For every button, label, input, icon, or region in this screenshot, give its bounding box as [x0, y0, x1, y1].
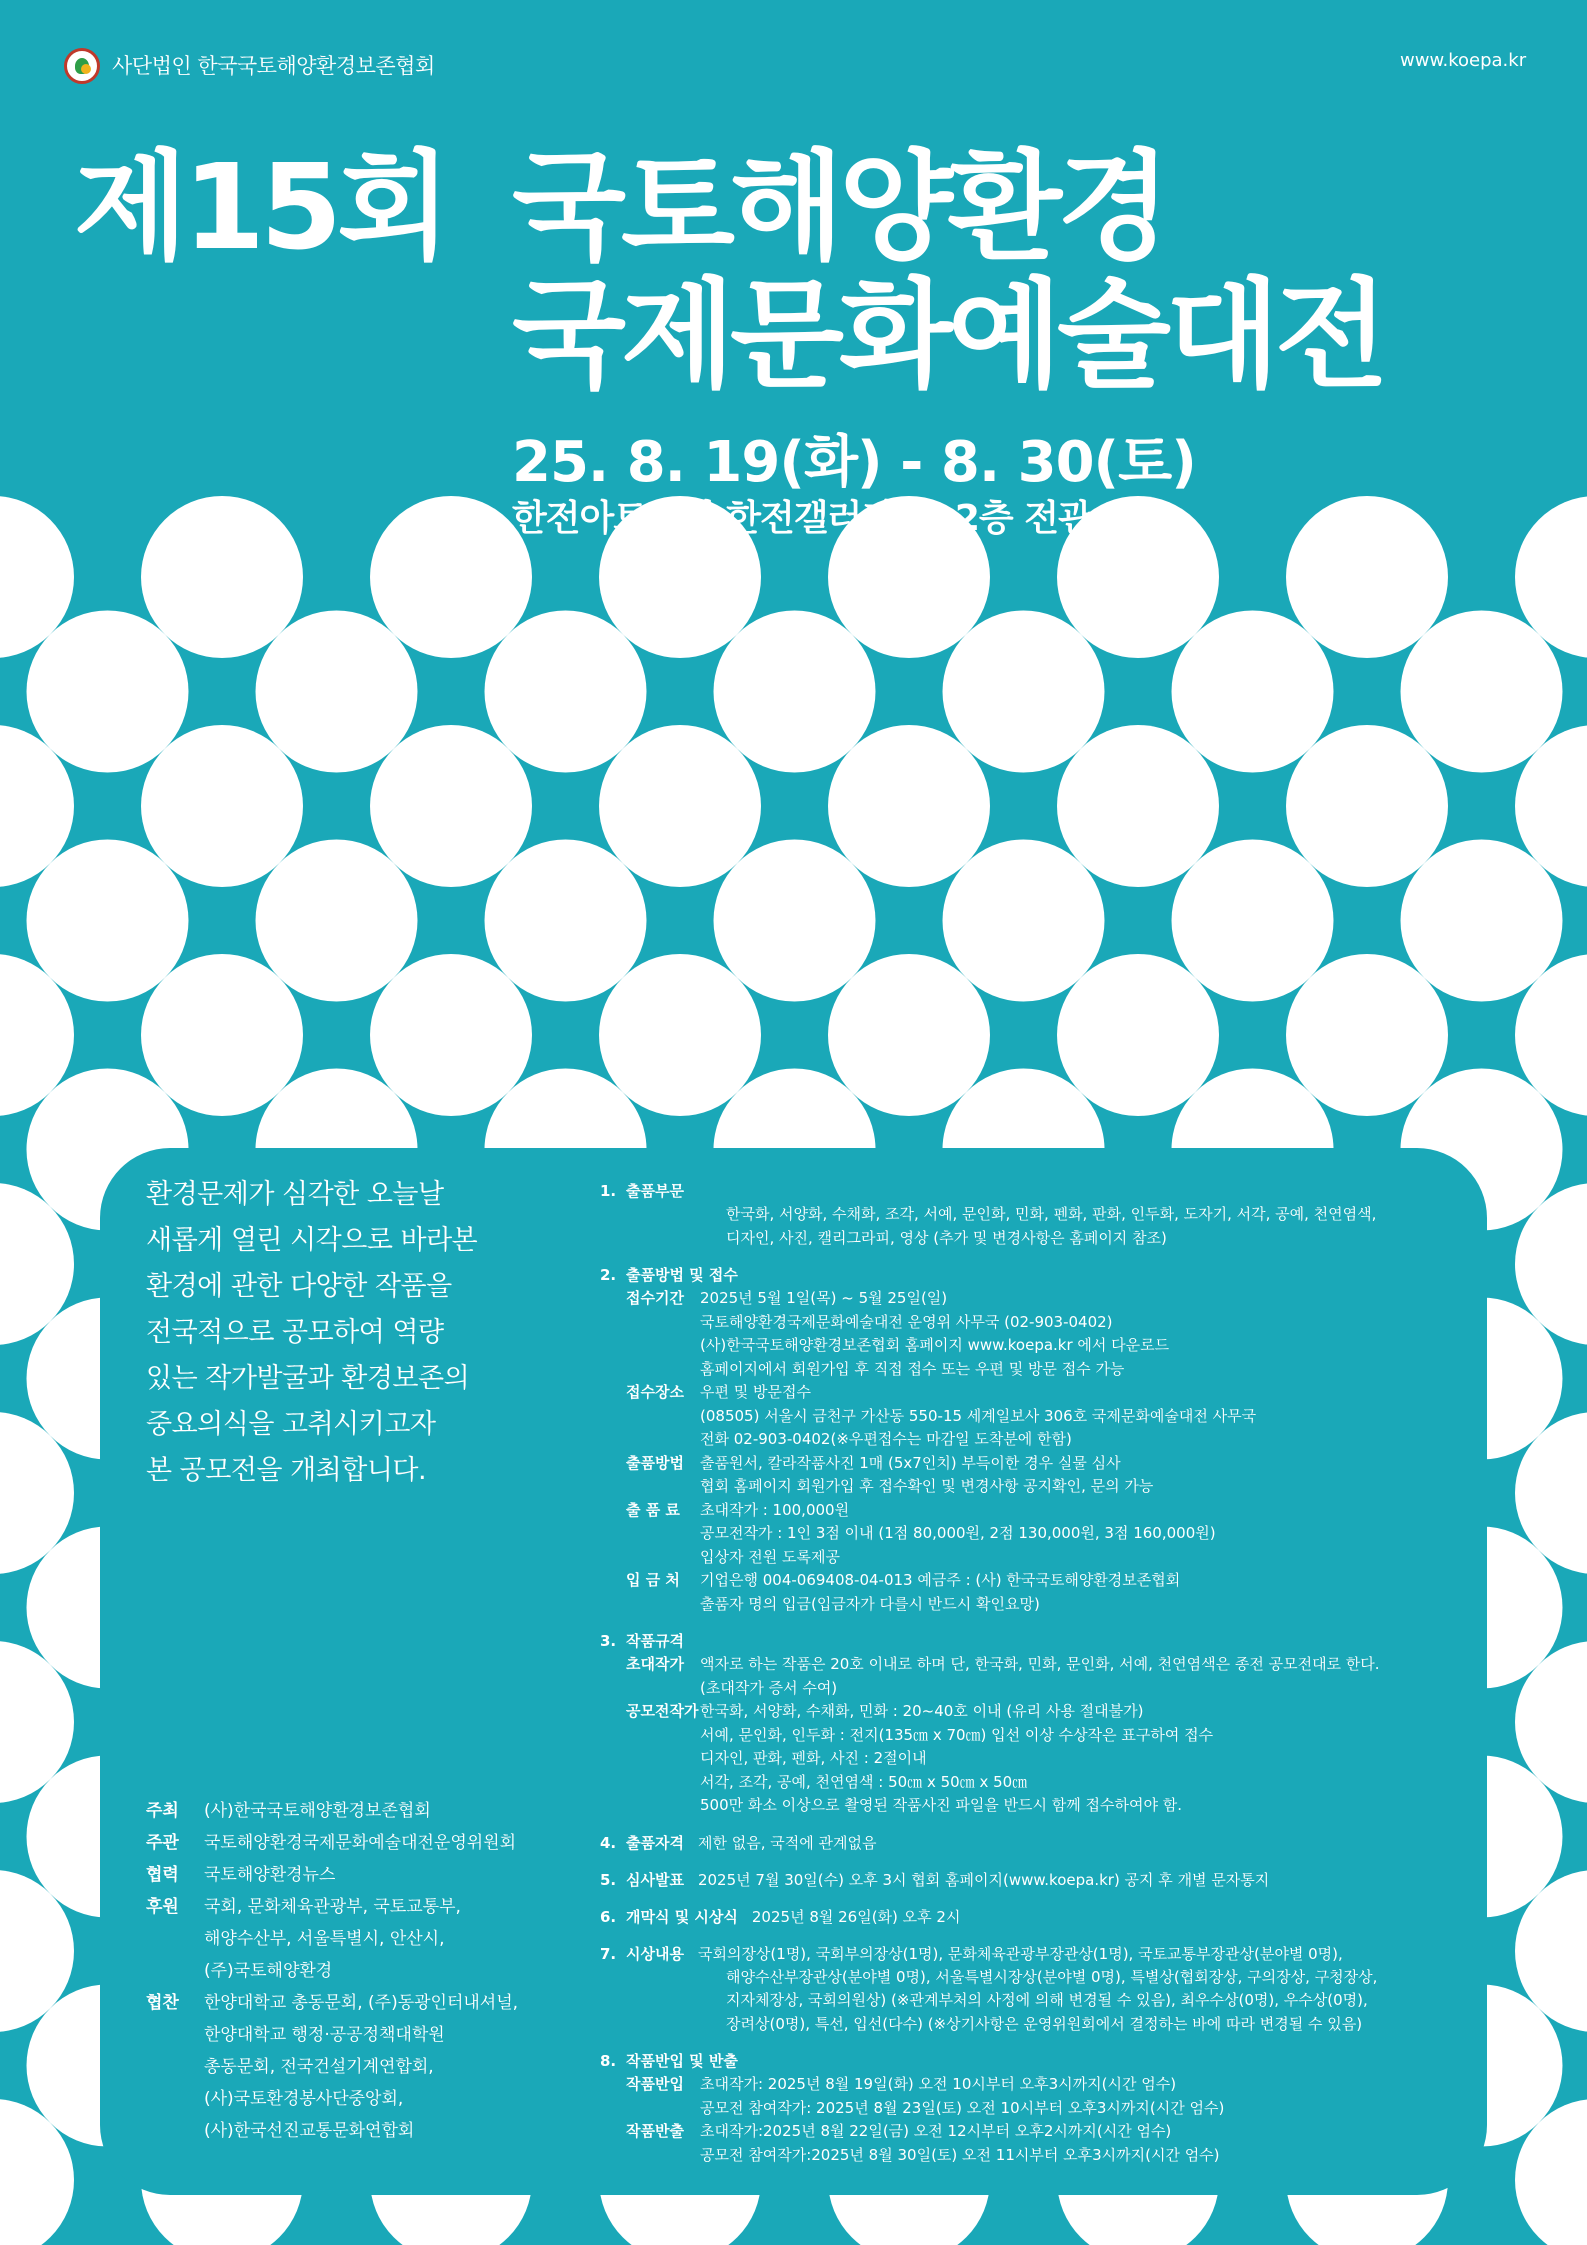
info-row-key: 작품반출: [626, 2122, 684, 2140]
pattern-circle: [714, 840, 876, 1002]
pattern-circle: [256, 840, 418, 1002]
info-section: [600, 1906, 1480, 1929]
info-row-key: [600, 1966, 726, 2037]
pattern-circle: [1401, 611, 1563, 773]
info-section: [600, 1832, 1480, 1855]
pattern-circle: [599, 954, 761, 1116]
info-line: 공모전 참여작가:2025년 8월 30일(토) 오전 11시부터 오후3시까지(시간 엄수): [700, 2145, 1220, 2164]
section-number: 8.: [600, 2052, 617, 2070]
info-line: 해양수산부장관상(분야별 0명), 서울특별시장상(분야별 0명), 특별상(협회장상, 구의장상, 구청장상,: [726, 1967, 1378, 1986]
credit-values: [204, 1795, 431, 1827]
section-number: 1.: [600, 1182, 617, 1200]
section-title: 작품규격: [626, 1632, 684, 1650]
info-line: 입상자 전원 도록제공: [700, 1547, 840, 1566]
intro-line: 환경문제가 심각한 오늘날: [146, 1179, 444, 1210]
pattern-circle: [1172, 840, 1334, 1002]
intro-line: 본 공모전을 개최합니다.: [146, 1455, 427, 1486]
credit-role: 협력: [146, 1865, 179, 1885]
info-row: [600, 1452, 1480, 1499]
info-line: 초대작가:2025년 8월 22일(금) 오전 12시부터 오후2시까지(시간 엄수): [700, 2122, 1172, 2140]
credit-row: [146, 1891, 518, 1987]
info-row: [600, 1966, 1480, 2037]
section-heading: [600, 1906, 1480, 1929]
pattern-circle: [141, 954, 303, 1116]
info-line: 지자체장상, 국회의원상) (※관계부처의 사정에 의해 변경될 수 있음), 최우수상(0명), 우수상(0명),: [726, 1991, 1368, 2009]
info-line: (사)한국국토해양환경보존협회 홈페이지 www.koepa.kr 에서 다운로드: [700, 1336, 1170, 1354]
credit-line: 한양대학교 행정·공공정책대학원: [204, 2025, 445, 2045]
info-row: [600, 1381, 1480, 1452]
credit-line: 국토해양환경뉴스: [204, 1865, 336, 1885]
info-line: 서각, 조각, 공예, 천연염색 : 50㎝ x 50㎝ x 50㎝: [700, 1772, 1028, 1791]
info-row: [600, 1203, 1480, 1250]
intro-paragraph: [146, 1172, 526, 1494]
section-inline-value: 제한 없음, 국적에 관계없음: [697, 1833, 877, 1852]
info-line: 출품자 명의 입금(입금자가 다를시 반드시 확인요망): [700, 1594, 1040, 1613]
info-line: 한국화, 서양화, 수채화, 민화 : 20~40호 이내 (유리 사용 절대불가): [700, 1702, 1144, 1720]
section-title: 작품반입 및 반출: [626, 2052, 738, 2070]
title-line-1: 국토해양환경: [512, 138, 1166, 276]
info-line: 공모전작가 : 1인 3점 이내 (1점 80,000원, 2점 130,000원, 3점 160,000원): [700, 1524, 1216, 1542]
info-row-key: 접수기간: [626, 1289, 684, 1307]
pattern-circle: [943, 611, 1105, 773]
section-number: 2.: [600, 1266, 617, 1284]
info-row-values: [700, 1653, 1480, 1700]
info-row-key: 입 금 처: [626, 1571, 680, 1589]
credit-line: 총동문회, 전국건설기계연합회,: [204, 2057, 434, 2077]
section-number: 5.: [600, 1870, 617, 1889]
section-heading: [600, 1264, 1480, 1287]
info-row: [600, 1653, 1480, 1700]
info-row-values: [700, 1569, 1480, 1616]
website-link[interactable]: www.koepa.kr: [1400, 50, 1527, 71]
section-heading: [600, 1832, 1480, 1855]
pattern-circle: [943, 840, 1105, 1002]
credit-row: [146, 1859, 518, 1891]
info-section: [600, 2050, 1480, 2167]
info-line: 우편 및 방문접수: [700, 1383, 811, 1401]
info-row: [600, 1287, 1480, 1381]
info-line: 장려상(0명), 특선, 입선(다수) (※상기사항은 운영위원회에서 결정하는 바에 따라 변경될 수 있음): [726, 2014, 1363, 2033]
info-row-key: 작품반입: [626, 2075, 684, 2093]
credit-values: [204, 1859, 335, 1891]
credit-row: [146, 1827, 518, 1859]
credit-line: 국회, 문화체육관광부, 국토교통부,: [204, 1897, 461, 1917]
info-line: 디자인, 판화, 펜화, 사진 : 2절이내: [700, 1749, 927, 1767]
info-section: [600, 1869, 1480, 1892]
pattern-circle: [599, 725, 761, 887]
section-title: 심사발표: [626, 1870, 684, 1889]
section-inline-value: 국회의장상(1명), 국회부의장상(1명), 문화체육관광부장관상(1명), 국토교통부장관상(분야별 0명),: [697, 1944, 1343, 1963]
info-row-key: 출품방법: [626, 1453, 684, 1472]
credit-role: 주관: [146, 1833, 179, 1853]
section-title: 시상내용: [626, 1944, 684, 1963]
intro-line: 있는 작가발굴과 환경보존의: [146, 1363, 470, 1394]
info-row-values: [700, 1452, 1480, 1499]
pattern-circle: [1286, 725, 1448, 887]
info-section: [600, 1630, 1480, 1818]
credit-line: (사)한국국토해양환경보존협회: [204, 1801, 431, 1821]
pattern-circle: [27, 840, 189, 1002]
credit-line: 해양수산부, 서울특별시, 안산시,: [204, 1929, 445, 1949]
info-line: (08505) 서울시 금천구 가산동 550-15 세계일보사 306호 국제문화예술대전 사무국: [700, 1406, 1257, 1425]
section-heading: [600, 1180, 1480, 1203]
info-line: 공모전 참여작가: 2025년 8월 23일(토) 오전 10시부터 오후3시까지(시간 엄수): [700, 2098, 1225, 2117]
info-line: 협회 홈페이지 회원가입 후 접수확인 및 변경사항 공지확인, 문의 가능: [700, 1477, 1154, 1495]
info-line: 서예, 문인화, 인두화 : 전지(135㎝ x 70㎝) 입선 이상 수상작은 표구하여 접수: [700, 1725, 1214, 1744]
info-row-key: 접수장소: [626, 1383, 684, 1401]
organization-name: 사단법인 한국국토해양환경보존협회: [112, 54, 435, 78]
edition-title: 제15회: [74, 138, 447, 276]
section-number: 4.: [600, 1833, 617, 1852]
entry-guidelines: [600, 1180, 1480, 2181]
title-line-2: 국제문화예술대전: [512, 266, 1384, 404]
info-line: (초대작가 증서 수여): [700, 1678, 838, 1697]
intro-line: 중요의식을 고취시키고자: [146, 1409, 436, 1440]
section-heading: [600, 1869, 1480, 1892]
info-row-key: 초대작가: [626, 1655, 684, 1673]
credit-values: [204, 1827, 516, 1859]
pattern-circle: [27, 611, 189, 773]
info-row-values: [700, 1381, 1480, 1452]
info-section: [600, 1943, 1480, 2037]
pattern-circle: [485, 611, 647, 773]
info-row-values: [700, 1700, 1480, 1818]
info-row-key: 공모전작가: [626, 1702, 699, 1720]
section-title: 출품방법 및 접수: [626, 1266, 738, 1284]
section-number: 7.: [600, 1944, 617, 1963]
pattern-circle: [1286, 954, 1448, 1116]
section-heading: [600, 1630, 1480, 1653]
info-row: [600, 1499, 1480, 1570]
credit-role: 협찬: [146, 1993, 179, 2013]
exhibition-venue: 한전아트센터 한전갤러리 1, 2층 전관: [512, 498, 1092, 539]
pattern-circle: [256, 611, 418, 773]
section-inline-value: 2025년 7월 30일(수) 오후 3시 협회 홈페이지(www.koepa.kr) 공지 후 개별 문자통지: [697, 1870, 1270, 1889]
credit-row: [146, 1987, 518, 2147]
info-line: 초대작가: 2025년 8월 19일(화) 오전 10시부터 오후3시까지(시간 엄수): [700, 2075, 1177, 2093]
info-line: 디자인, 사진, 캘리그라피, 영상 (추가 및 변경사항은 홈페이지 참조): [726, 1228, 1167, 1247]
section-title: 개막식 및 시상식: [626, 1907, 738, 1926]
info-section: [600, 1180, 1480, 1250]
credit-line: (주)국토해양환경: [204, 1961, 333, 1981]
intro-line: 새롭게 열린 시각으로 바라본: [146, 1225, 478, 1256]
credit-line: (사)한국선진교통문화연합회: [204, 2121, 415, 2141]
pattern-circle: [370, 496, 532, 658]
credit-values: [204, 1987, 518, 2147]
info-row: [600, 2120, 1480, 2167]
info-line: 500만 화소 이상으로 촬영된 작품사진 파일을 반드시 함께 접수하여야 함.: [700, 1796, 1183, 1814]
pattern-circle: [370, 725, 532, 887]
info-row-values: [700, 2073, 1480, 2120]
pattern-circle: [141, 496, 303, 658]
pattern-circle: [1057, 725, 1219, 887]
info-row-values: [700, 1499, 1480, 1570]
credit-row: [146, 1795, 518, 1827]
pattern-circle: [141, 725, 303, 887]
association-logo: [64, 48, 100, 84]
info-row-values: [726, 1966, 1480, 2037]
info-row: [600, 1569, 1480, 1616]
info-line: 기업은행 004-069408-04-013 예금주 : (사) 한국국토해양환경보존협회: [700, 1571, 1181, 1589]
info-row-values: [700, 2120, 1480, 2167]
pattern-circle: [714, 611, 876, 773]
section-number: 6.: [600, 1907, 617, 1926]
info-line: 2025년 5월 1일(목) ~ 5월 25일(일): [700, 1289, 948, 1307]
credit-line: 한양대학교 총동문회, (주)동광인터내셔널,: [204, 1993, 519, 2013]
pattern-circle: [1286, 496, 1448, 658]
intro-line: 전국적으로 공모하여 역량: [146, 1317, 444, 1348]
info-row: [600, 1700, 1480, 1818]
pattern-circle: [1172, 611, 1334, 773]
info-line: 전화 02-903-0402(※우편접수는 마감일 도착분에 한함): [700, 1430, 1072, 1448]
pattern-circle: [485, 840, 647, 1002]
pattern-circle: [1401, 840, 1563, 1002]
info-row-values: [700, 1287, 1480, 1381]
credits-list: [146, 1795, 518, 2147]
credit-line: (사)국토환경봉사단중앙회,: [204, 2089, 404, 2109]
info-line: 액자로 하는 작품은 20호 이내로 하며 단, 한국화, 민화, 문인화, 서예, 천연염색은 종전 공모전대로 한다.: [700, 1655, 1380, 1673]
section-number: 3.: [600, 1632, 617, 1650]
pattern-circle: [828, 725, 990, 887]
credit-values: [204, 1891, 461, 1987]
credit-line: 국토해양환경국제문화예술대전운영위원회: [204, 1833, 517, 1853]
info-row-key: 출 품 료: [626, 1500, 680, 1519]
section-heading: [600, 1943, 1480, 1966]
info-row-values: [726, 1203, 1480, 1250]
info-line: 출품원서, 칼라작품사진 1매 (5x7인치) 부득이한 경우 실물 심사: [700, 1453, 1121, 1472]
pattern-circle: [828, 954, 990, 1116]
intro-line: 환경에 관한 다양한 작품을: [146, 1271, 452, 1302]
section-heading: [600, 2050, 1480, 2073]
info-row: [600, 2073, 1480, 2120]
credit-role: 주최: [146, 1801, 179, 1821]
info-row-key: [600, 1203, 726, 1250]
pattern-circle: [1057, 954, 1219, 1116]
section-title: 출품부문: [626, 1182, 684, 1200]
info-line: 초대작가 : 100,000원: [700, 1500, 850, 1519]
pattern-circle: [370, 954, 532, 1116]
exhibition-dates: 25. 8. 19(화) - 8. 30(토): [512, 430, 1196, 495]
section-inline-value: 2025년 8월 26일(화) 오후 2시: [751, 1907, 961, 1926]
info-section: [600, 1264, 1480, 1616]
info-line: 한국화, 서양화, 수채화, 조각, 서예, 문인화, 민화, 펜화, 판화, 인두화, 도자기, 서각, 공예, 천연염색,: [726, 1205, 1377, 1223]
credit-role: 후원: [146, 1897, 179, 1917]
info-line: 국토해양환경국제문화예술대전 운영위 사무국 (02-903-0402): [700, 1312, 1113, 1331]
section-title: 출품자격: [626, 1833, 684, 1852]
info-line: 홈페이지에서 회원가입 후 직접 접수 또는 우편 및 방문 접수 가능: [700, 1359, 1125, 1378]
